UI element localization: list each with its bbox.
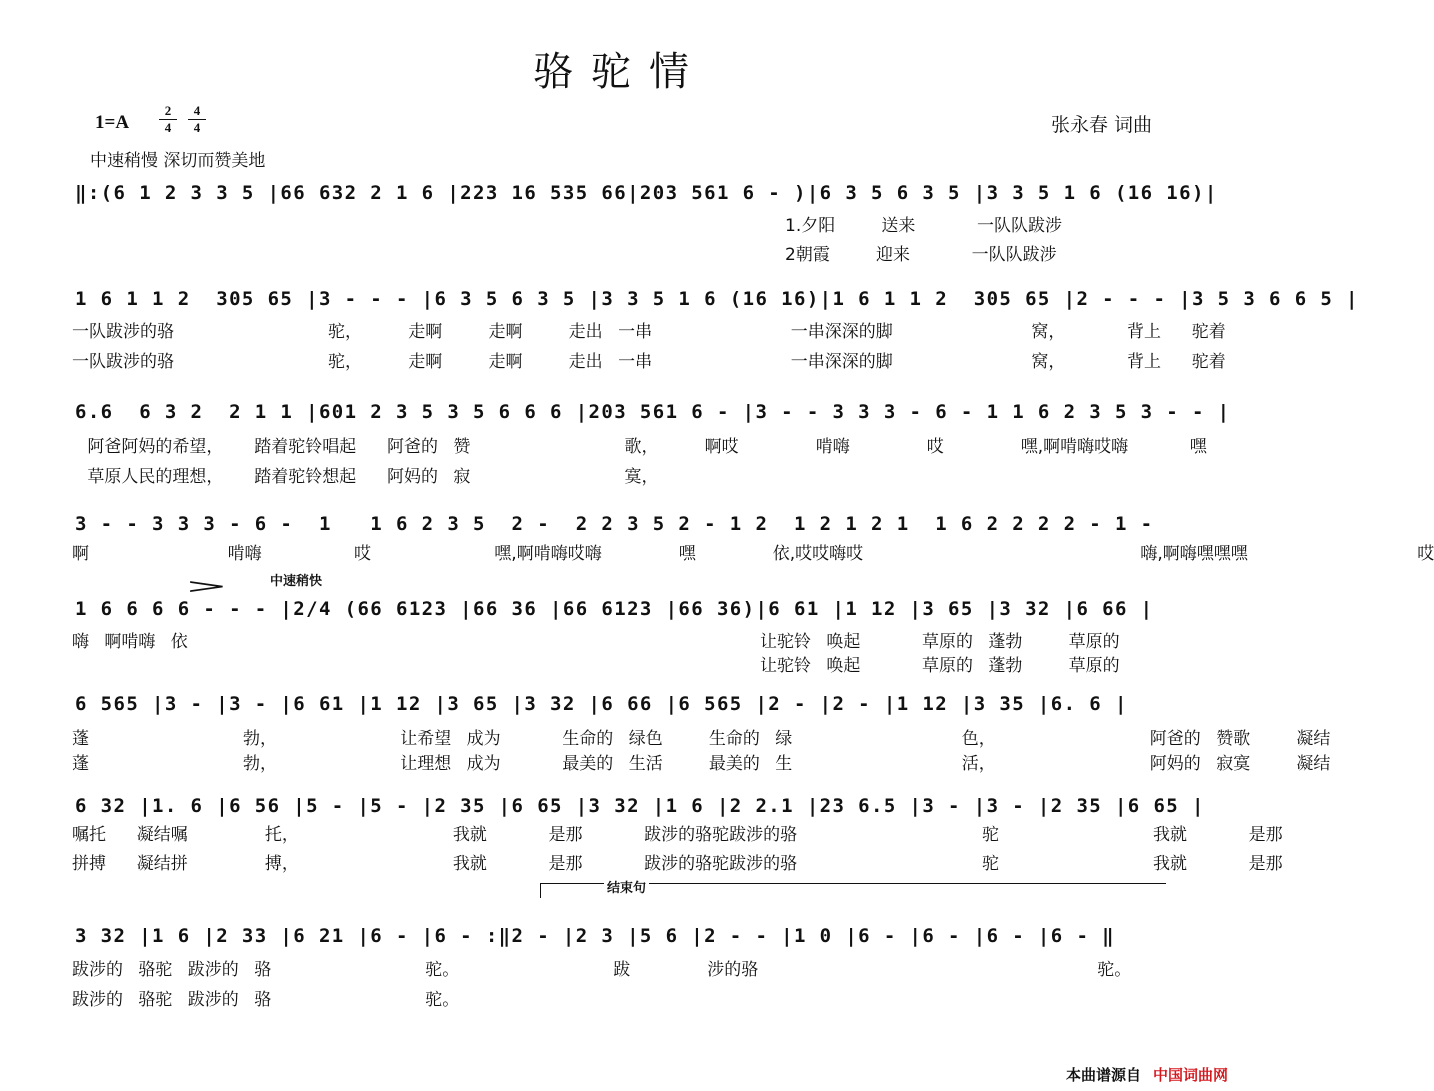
notation-line-2: 1 6 1 1 2 305 65 |3 - - - |6 3 5 6 3 5 |3 3 5 1 6 (16 16)|1 6 1 1 2 305 65 |2 - - - |3 5 3 6 6 5 | (75, 288, 1359, 310)
meter-bottom: 4 (164, 120, 172, 135)
notation-line-4: 3 - - 3 3 3 - 6 - 1 1 6 2 3 5 2 - 2 2 3 5 2 - 1 2 1 2 1 2 1 1 6 2 2 2 2 - 1 - (75, 513, 1154, 535)
time-signature-4-4 (188, 104, 206, 135)
key-signature: 1=A (95, 112, 130, 133)
source-credit (1066, 1064, 1228, 1085)
notation-line-5: 1 6 6 6 6 - - - |2/4 (66 6123 |66 36 |66 6123 |66 36)|6 61 |1 12 |3 65 |3 32 |6 66 | (75, 598, 1154, 620)
lyric-line-3-verse-2: 草原人民的理想， 踏着驼铃想起 阿妈的 寂 寞， (72, 467, 659, 487)
tempo-change-marking: 中速稍快 (270, 574, 323, 589)
notation-line-7: 6 32 |1. 6 |6 56 |5 - |5 - |2 35 |6 65 |3 32 |1 6 |2 2.1 |23 6.5 |3 - |3 - |2 35 |6 65 | (75, 795, 1205, 817)
lyric-line-1-verse-2: 2朝霞 迎来 一队队跋涉 (785, 245, 1057, 265)
tempo-marking: 中速稍慢 深切而赞美地 (90, 151, 266, 171)
meter-top: 2 (164, 103, 172, 118)
lyric-line-4: 啊 啃嗨 哎 嘿,啊啃嗨哎嗨 嘿 依,哎哎嗨哎 嗨,啊嗨嘿嘿嘿 哎 (72, 544, 1434, 564)
lyric-line-5-verse-1: 让驼铃 唤起 草原的 蓬勃 草原的 (760, 632, 1120, 652)
lyric-line-2-verse-2: 一队跋涉的骆 驼， 走啊 走啊 走出 一串 一串深深的脚 窝， 背上 驼着 (72, 352, 1226, 372)
lyric-line-7-verse-2: 拼搏 凝结拼 搏， 我就 是那 跋涉的骆驼跋涉的骆 驼 我就 是那 (72, 854, 1283, 874)
time-signature-2-4 (159, 104, 177, 135)
meter-top: 4 (193, 103, 201, 118)
song-title: 骆驼情 (533, 49, 707, 95)
lyric-line-8-verse-2: 跋涉的 骆驼 跋涉的 骆 驼。 (72, 990, 460, 1010)
meter-bottom: 4 (193, 120, 201, 135)
source-label: 本曲谱源自 (1065, 1066, 1141, 1084)
lyric-line-6-verse-1: 蓬 勃， 让希望 成为 生命的 绿色 生命的 绿 色， 阿爸的 赞歌 凝结 (72, 729, 1331, 749)
lyric-line-5-intro: 嗨 啊啃嗨 依 (72, 632, 188, 652)
notation-line-8: 3 32 |1 6 |2 33 |6 21 |6 - |6 - :‖2 - |2 3 |5 6 |2 - - |1 0 |6 - |6 - |6 - |6 - ‖ (75, 925, 1115, 947)
accent-mark: > (184, 574, 229, 598)
notation-line-6: 6 565 |3 - |3 - |6 61 |1 12 |3 65 |3 32 |6 66 |6 565 |2 - |2 - |1 12 |3 35 |6. 6 | (75, 693, 1128, 715)
lyric-line-2-verse-1: 一队跋涉的骆 驼， 走啊 走啊 走出 一串 一串深深的脚 窝， 背上 驼着 (72, 322, 1226, 342)
lyric-line-6-verse-2: 蓬 勃， 让理想 成为 最美的 生活 最美的 生 活， 阿妈的 寂寞 凝结 (72, 754, 1331, 774)
composer-credit: 张永春 词曲 (1050, 114, 1152, 136)
lyric-line-7-verse-1: 嘱托 凝结嘱 托， 我就 是那 跋涉的骆驼跋涉的骆 驼 我就 是那 (72, 825, 1283, 845)
source-brand-link[interactable]: 中国词曲网 (1152, 1066, 1228, 1084)
lyric-line-5-verse-2: 让驼铃 唤起 草原的 蓬勃 草原的 (760, 656, 1120, 676)
lyric-line-8-verse-1: 跋涉的 骆驼 跋涉的 骆 驼。 跋 涉的骆 驼。 (72, 960, 1132, 980)
lyric-line-1-verse-1: 1.夕阳 送来 一队队跋涉 (785, 216, 1063, 236)
notation-line-3: 6.6 6 3 2 2 1 1 |601 2 3 5 3 5 6 6 6 |203 561 6 - |3 - - 3 3 3 - 6 - 1 1 6 2 3 5 3 - - | (75, 401, 1231, 423)
lyric-line-3-verse-1: 阿爸阿妈的希望， 踏着驼铃唱起 阿爸的 赞 歌， 啊哎 啃嗨 哎 嘿,啊啃嗨哎嗨 嘿 (72, 437, 1207, 457)
notation-line-1: ‖:(6 1 2 3 3 5 |66 632 2 1 6 |223 16 535 66|203 561 6 - )|6 3 5 6 3 5 |3 3 5 1 6 (16 16)| (75, 182, 1218, 204)
ending-label: 结束句 (604, 877, 649, 896)
